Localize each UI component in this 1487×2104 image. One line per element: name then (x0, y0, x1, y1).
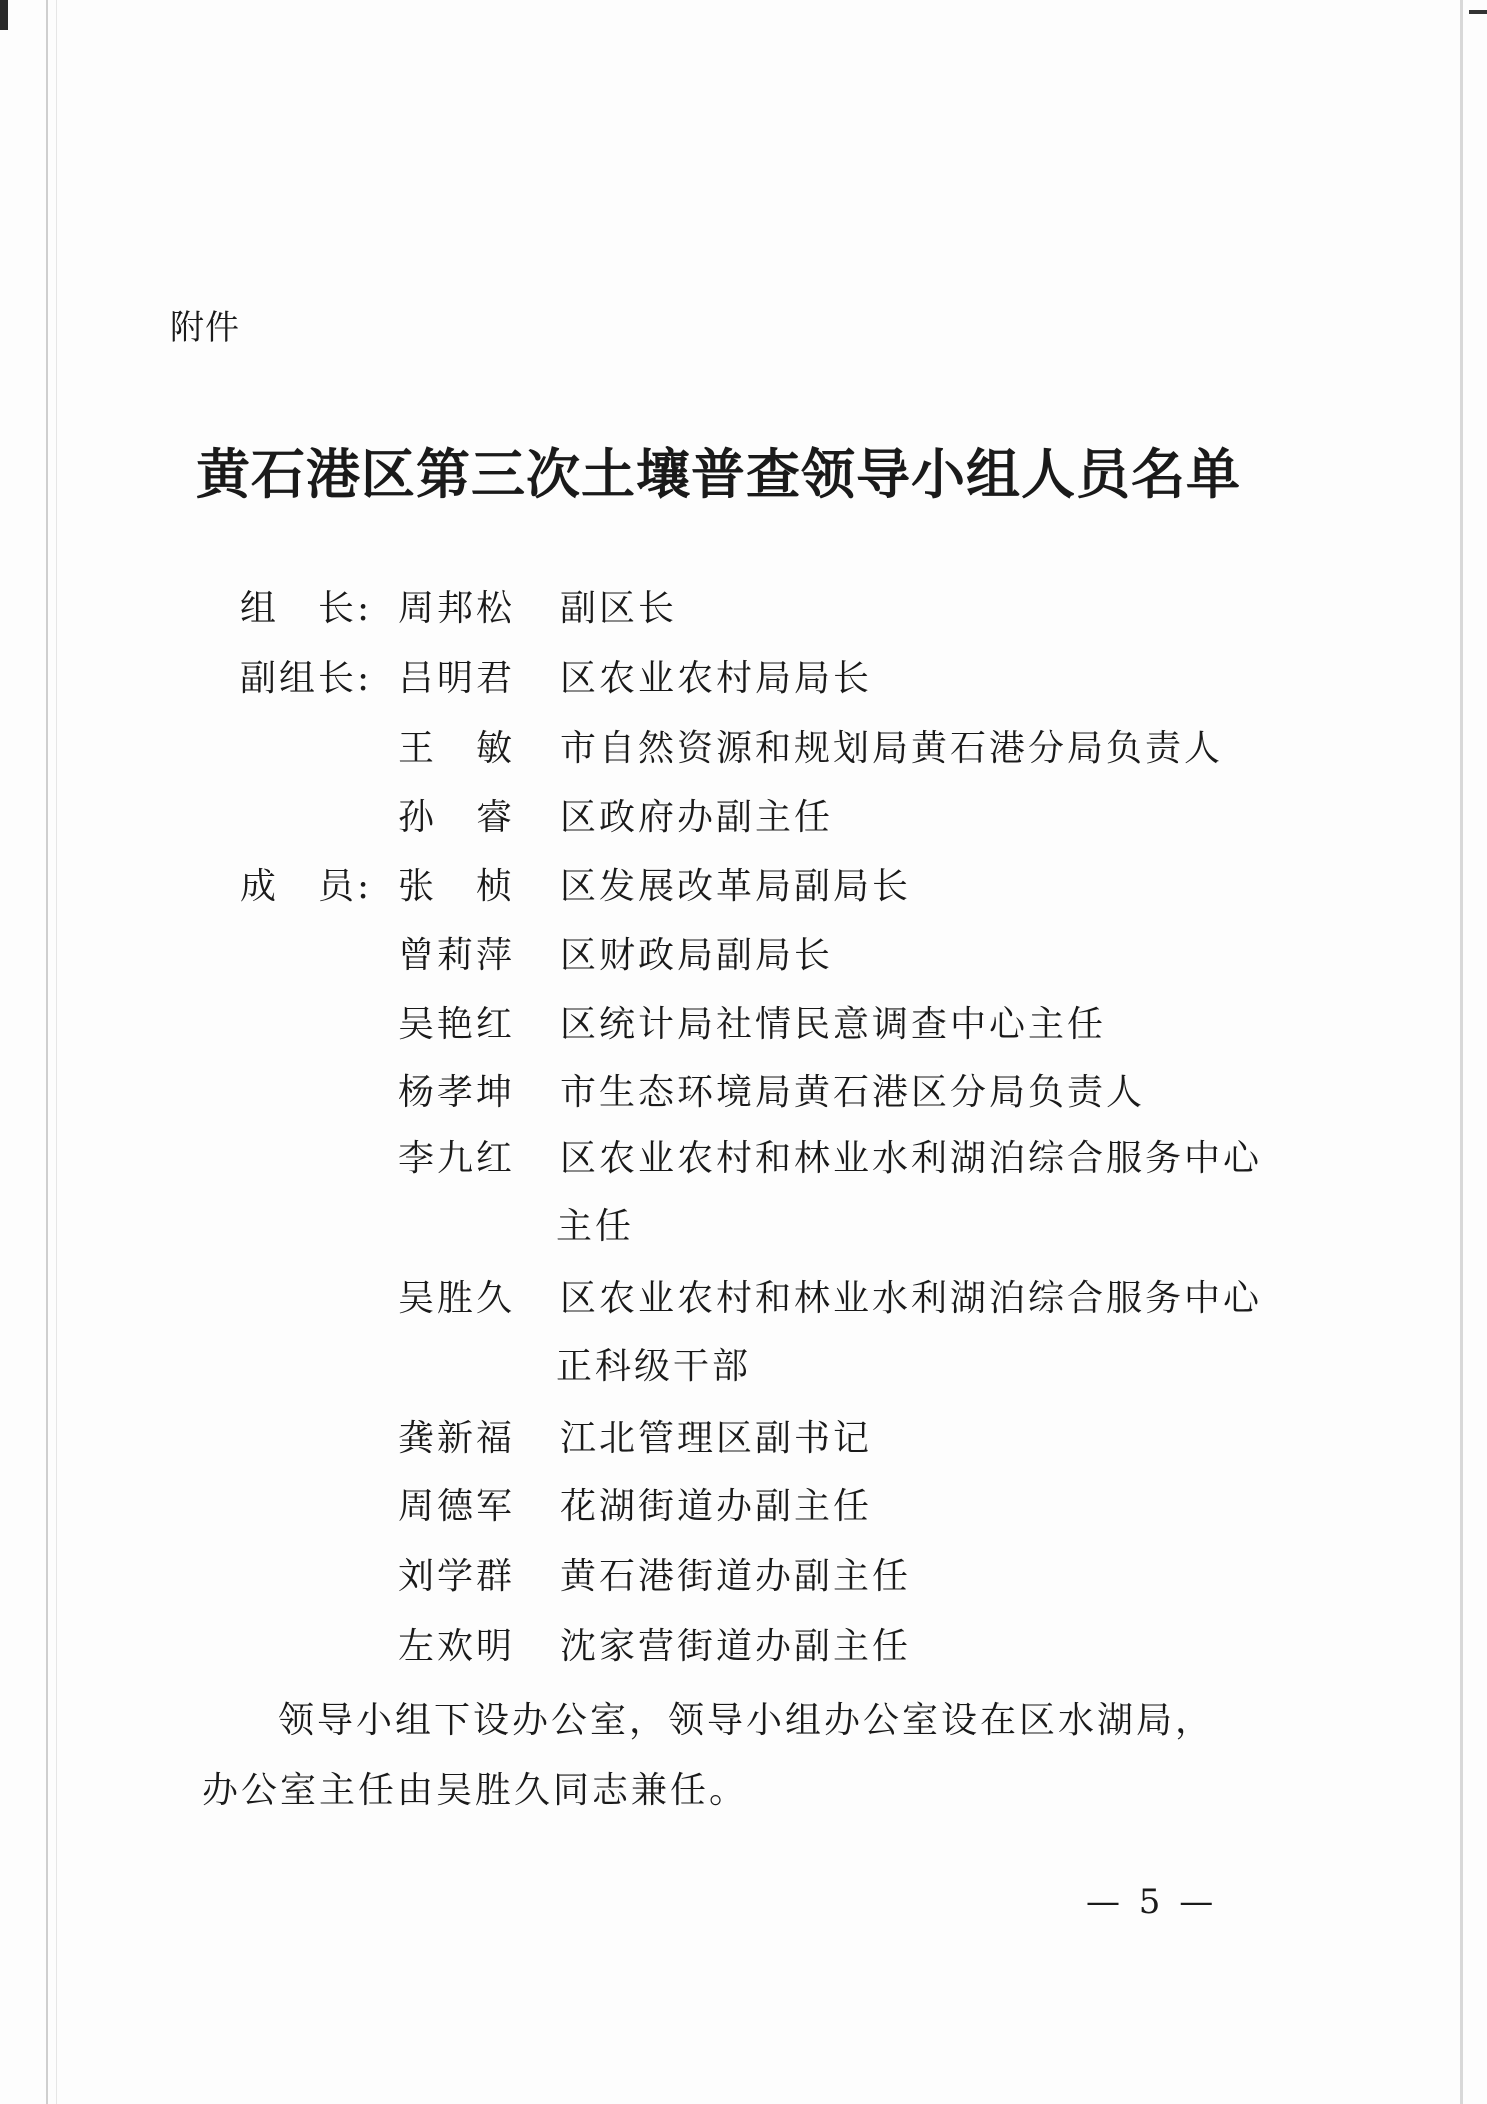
roster-position: 区统计局社情民意调查中心主任 (560, 1004, 1107, 1045)
roster-position: 市自然资源和规划局黄石港分局负责人 (560, 728, 1224, 769)
roster-name: 曾莉萍 (398, 935, 516, 976)
scan-edge (56, 0, 57, 2104)
roster-name: 龚新福 (398, 1418, 516, 1459)
roster-position: 区发展改革局副局长 (560, 866, 912, 907)
document-title: 黄石港区第三次土壤普查领导小组人员名单 (196, 442, 1241, 506)
page-number: — 5 — (1086, 1882, 1218, 1922)
roster-name: 张 桢 (398, 866, 516, 907)
roster-name: 刘学群 (398, 1556, 516, 1597)
roster-role: 副组长: (240, 658, 373, 699)
roster-position: 区农业农村和林业水利湖泊综合服务中心 (560, 1138, 1263, 1179)
scan-artifact (0, 0, 8, 30)
roster-position: 区财政局副局长 (560, 935, 834, 976)
roster-position: 花湖街道办副主任 (560, 1486, 873, 1527)
roster-position-continued: 主任 (556, 1206, 635, 1247)
roster-name: 李九红 (398, 1138, 516, 1179)
roster-position: 江北管理区副书记 (560, 1418, 873, 1459)
roster-position: 市生态环境局黄石港区分局负责人 (560, 1072, 1146, 1113)
closing-paragraph: 领导小组下设办公室，领导小组办公室设在区水湖局，办公室主任由吴胜久同志兼任。 (202, 1700, 1215, 1811)
roster-name: 周德军 (398, 1486, 516, 1527)
roster-role: 成 员: (240, 866, 373, 907)
roster-name: 吴艳红 (398, 1004, 516, 1045)
scan-edge (1460, 0, 1463, 2104)
roster-position: 区农业农村局局长 (560, 658, 873, 699)
roster-name: 吕明君 (398, 658, 516, 699)
roster-name: 杨孝坤 (398, 1072, 516, 1113)
roster-role: 组 长: (240, 588, 373, 629)
scan-edge (46, 0, 48, 2104)
roster-name: 左欢明 (398, 1626, 516, 1667)
scan-artifact (1469, 10, 1487, 14)
roster-name: 孙 睿 (398, 797, 516, 838)
roster-name: 周邦松 (398, 588, 516, 629)
roster-position: 区政府办副主任 (560, 797, 834, 838)
roster-position: 区农业农村和林业水利湖泊综合服务中心 (560, 1278, 1263, 1319)
roster-position: 沈家营街道办副主任 (560, 1626, 912, 1667)
roster-position: 副区长 (560, 588, 678, 629)
roster-position-continued: 正科级干部 (556, 1346, 752, 1387)
attachment-label: 附件 (170, 308, 240, 348)
roster-name: 吴胜久 (398, 1278, 516, 1319)
roster-name: 王 敏 (398, 728, 516, 769)
roster-position: 黄石港街道办副主任 (560, 1556, 912, 1597)
